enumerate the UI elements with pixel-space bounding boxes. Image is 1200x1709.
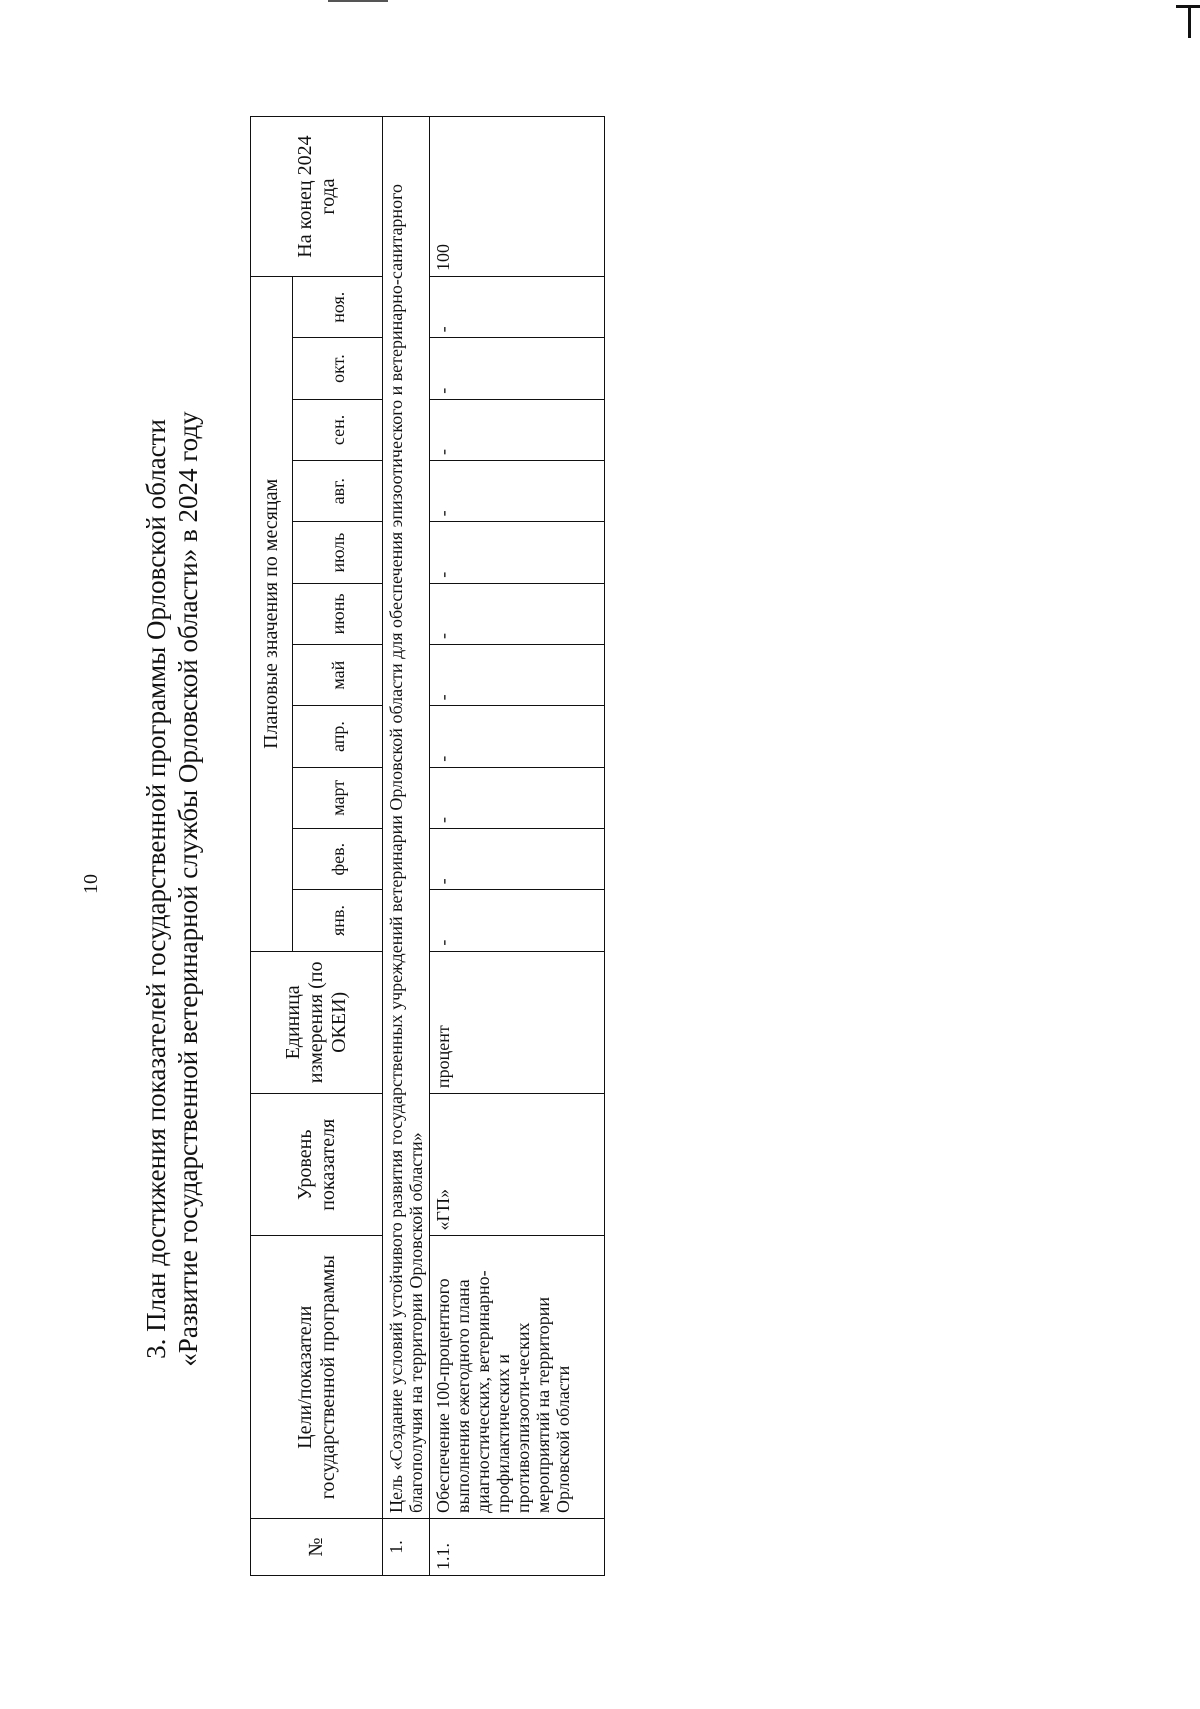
header-planned-values: Плановые значения по месяцам [251,277,293,952]
month-header-7: авг. [293,461,383,522]
header-end-year: На конец 2024 года [251,117,383,277]
month-header-5: июнь [293,583,383,644]
monthly-value-2: - [430,767,605,828]
monthly-value-8: - [430,399,605,460]
monthly-value-7: - [430,461,605,522]
indicator-level: «ГП» [430,1094,605,1236]
indicators-plan-table [250,116,605,1576]
monthly-value-3: - [430,706,605,767]
monthly-value-5: - [430,583,605,644]
goal-num: 1. [383,1519,430,1576]
header-level: Уровень показателя [251,1094,383,1236]
month-header-9: окт. [293,338,383,399]
month-header-10: ноя. [293,277,383,338]
monthly-value-1: - [430,829,605,890]
header-num: № [251,1519,383,1576]
indicator-unit: процент [430,951,605,1093]
month-header-0: янв. [293,890,383,951]
goal-row [383,117,430,1576]
indicator-row [430,117,605,1576]
monthly-value-0: - [430,890,605,951]
month-header-8: сен. [293,399,383,460]
title-line-2: «Развитие государственной ветеринарной службы Орловской области» в 2024 году [173,411,203,1367]
indicator-num: 1.1. [430,1519,605,1576]
monthly-value-10: - [430,277,605,338]
monthly-value-9: - [430,338,605,399]
document-title [140,189,204,1589]
page-number: 10 [80,874,102,894]
header-goal: Цели/показатели государственной программы [251,1236,383,1519]
title-line-1: 3. План достижения показателей государственной программы Орловской области [141,419,171,1359]
monthly-value-4: - [430,645,605,706]
indicator-end-year-value: 100 [430,117,605,277]
month-header-2: март [293,767,383,828]
monthly-value-6: - [430,522,605,583]
goal-text: Цель «Создание условий устойчивого развития государственных учреждений ветеринарии Орловской области для обеспечения эпизоотического и ветеринарно-санитарного благополучия на территории Орловской области» [383,117,430,1519]
indicator-text: Обеспечение 100-процентного выполнения ежегодного плана диагностических, ветеринарно-профилактических и противоэпизооти-ческих мероприятий на территории Орловской области [430,1236,605,1519]
month-header-4: май [293,645,383,706]
header-unit: Единица измерения (по ОКЕИ) [251,951,383,1093]
month-header-6: июль [293,522,383,583]
month-header-1: фев. [293,829,383,890]
month-header-3: апр. [293,706,383,767]
